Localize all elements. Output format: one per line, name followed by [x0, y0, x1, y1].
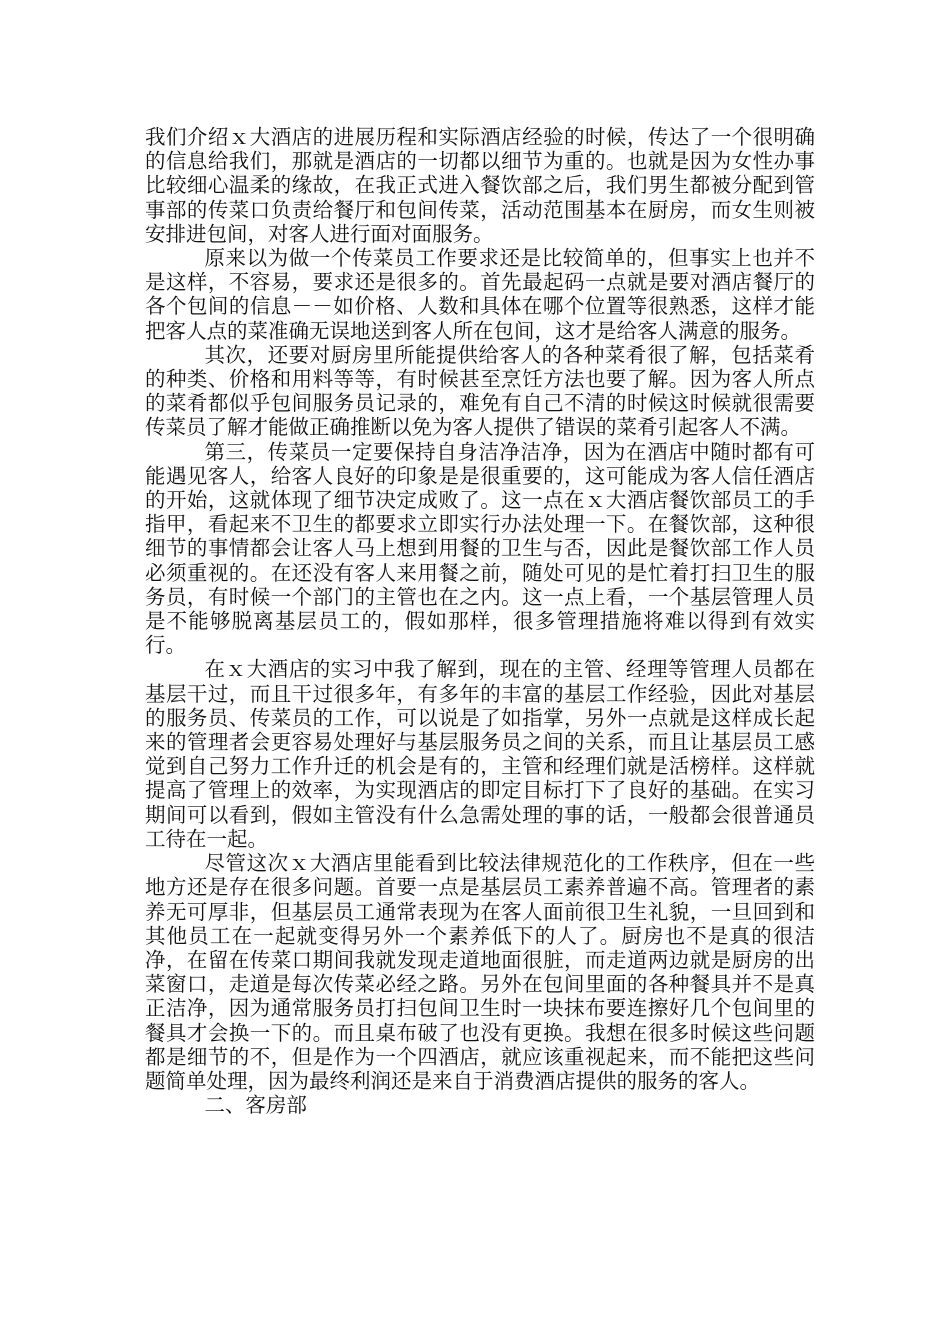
paragraph-2: 原来以为做一个传菜员工作要求还是比较简单的，但事实上也并不是这样，不容易，要求还是很多的。首先最起码一点就是要对酒店餐厅的各个包间的信息－－如价格、人数和具体在哪个位置等很熟悉，这样才能把客人点的菜准确无误地送到客人所在包间，这才是给客人满意的服务。	[145, 246, 815, 343]
paragraph-4: 第三，传菜员一定要保持自身洁净洁净，因为在酒店中随时都有可能遇见客人，给客人良好的印象是是很重要的，这可能成为客人信任酒店的开始，这就体现了细节决定成败了。这一点在ｘ大酒店餐饮部员工的手指甲，看起来不卫生的都要求立即实行办法处理一下。在餐饮部，这种很细节的事情都会让客人马上想到用餐的卫生与否，因此是餐饮部工作人员必须重视的。在还没有客人来用餐之前，随处可见的是忙着打扫卫生的服务员，有时候一个部门的主管也在之内。这一点上看，一个基层管理人员是不能够脱离基层员工的，假如那样，很多管理措施将难以得到有效实行。	[145, 439, 815, 658]
document-body	[145, 125, 815, 1117]
section-heading: 二、客房部	[204, 1093, 307, 1118]
paragraph-3: 其次，还要对厨房里所能提供给客人的各种菜肴很了解，包括菜肴的种类、价格和用料等等，有时候甚至烹饪方法也要了解。因为客人所点的菜肴都似乎包间服务员记录的，难免有自己不清的时候这时候就很需要传菜员了解才能做正确推断以免为客人提供了错误的菜肴引起客人不满。	[145, 342, 815, 440]
paragraph-5: 在ｘ大酒店的实习中我了解到，现在的主管、经理等管理人员都在基层干过，而且干过很多年，有多年的丰富的基层工作经验，因此对基层的服务员、传菜员的工作，可以说是了如指掌，另外一点就是这样成长起来的管理者会更容易处理好与基层服务员之间的关系，而且让基层员工感觉到自己努力工作升迁的机会是有的，主管和经理们就是活榜样。这样就提高了管理上的效率，为实现酒店的即定目标打下了良好的基础。在实习期间可以看到，假如主管没有什么急需处理的事的话，一般都会很普通员工待在一起。	[145, 657, 815, 851]
paragraph-6: 尽管这次ｘ大酒店里能看到比较法律规范化的工作秩序，但在一些地方还是存在很多问题。首要一点是基层员工素养普遍不高。管理者的素养无可厚非，但基层员工通常表现为在客人面前很卫生礼貌，一旦回到和其他员工在一起就变得另外一个素养低下的人了。厨房也不是真的很洁净，在留在传菜口期间我就发现走道地面很脏，而走道两边就是厨房的出菜窗口，走道是每次传菜必经之路。另外在包间里面的各种餐具并不是真正洁净，因为通常服务员打扫包间卫生时一块抹布要连擦好几个包间里的餐具才会换一下的。而且桌布破了也没有更换。我想在很多时候这些问题都是细节的不，但是作为一个四酒店，就应该重视起来，而不能把这些问题简单处理，因为最终利润还是来自于消费酒店提供的服务的客人。	[145, 851, 815, 1093]
paragraph-1: 我们介绍ｘ大酒店的进展历程和实际酒店经验的时候，传达了一个很明确的信息给我们，那就是酒店的一切都以细节为重的。也就是因为女性办事比较细心温柔的缘故，在我正式进入餐饮部之后，我们男生都被分配到管事部的传菜口负责给餐厅和包间传菜，活动范围基本在厨房，而女生则被安排进包间，对客人进行面对面服务。	[145, 125, 815, 246]
